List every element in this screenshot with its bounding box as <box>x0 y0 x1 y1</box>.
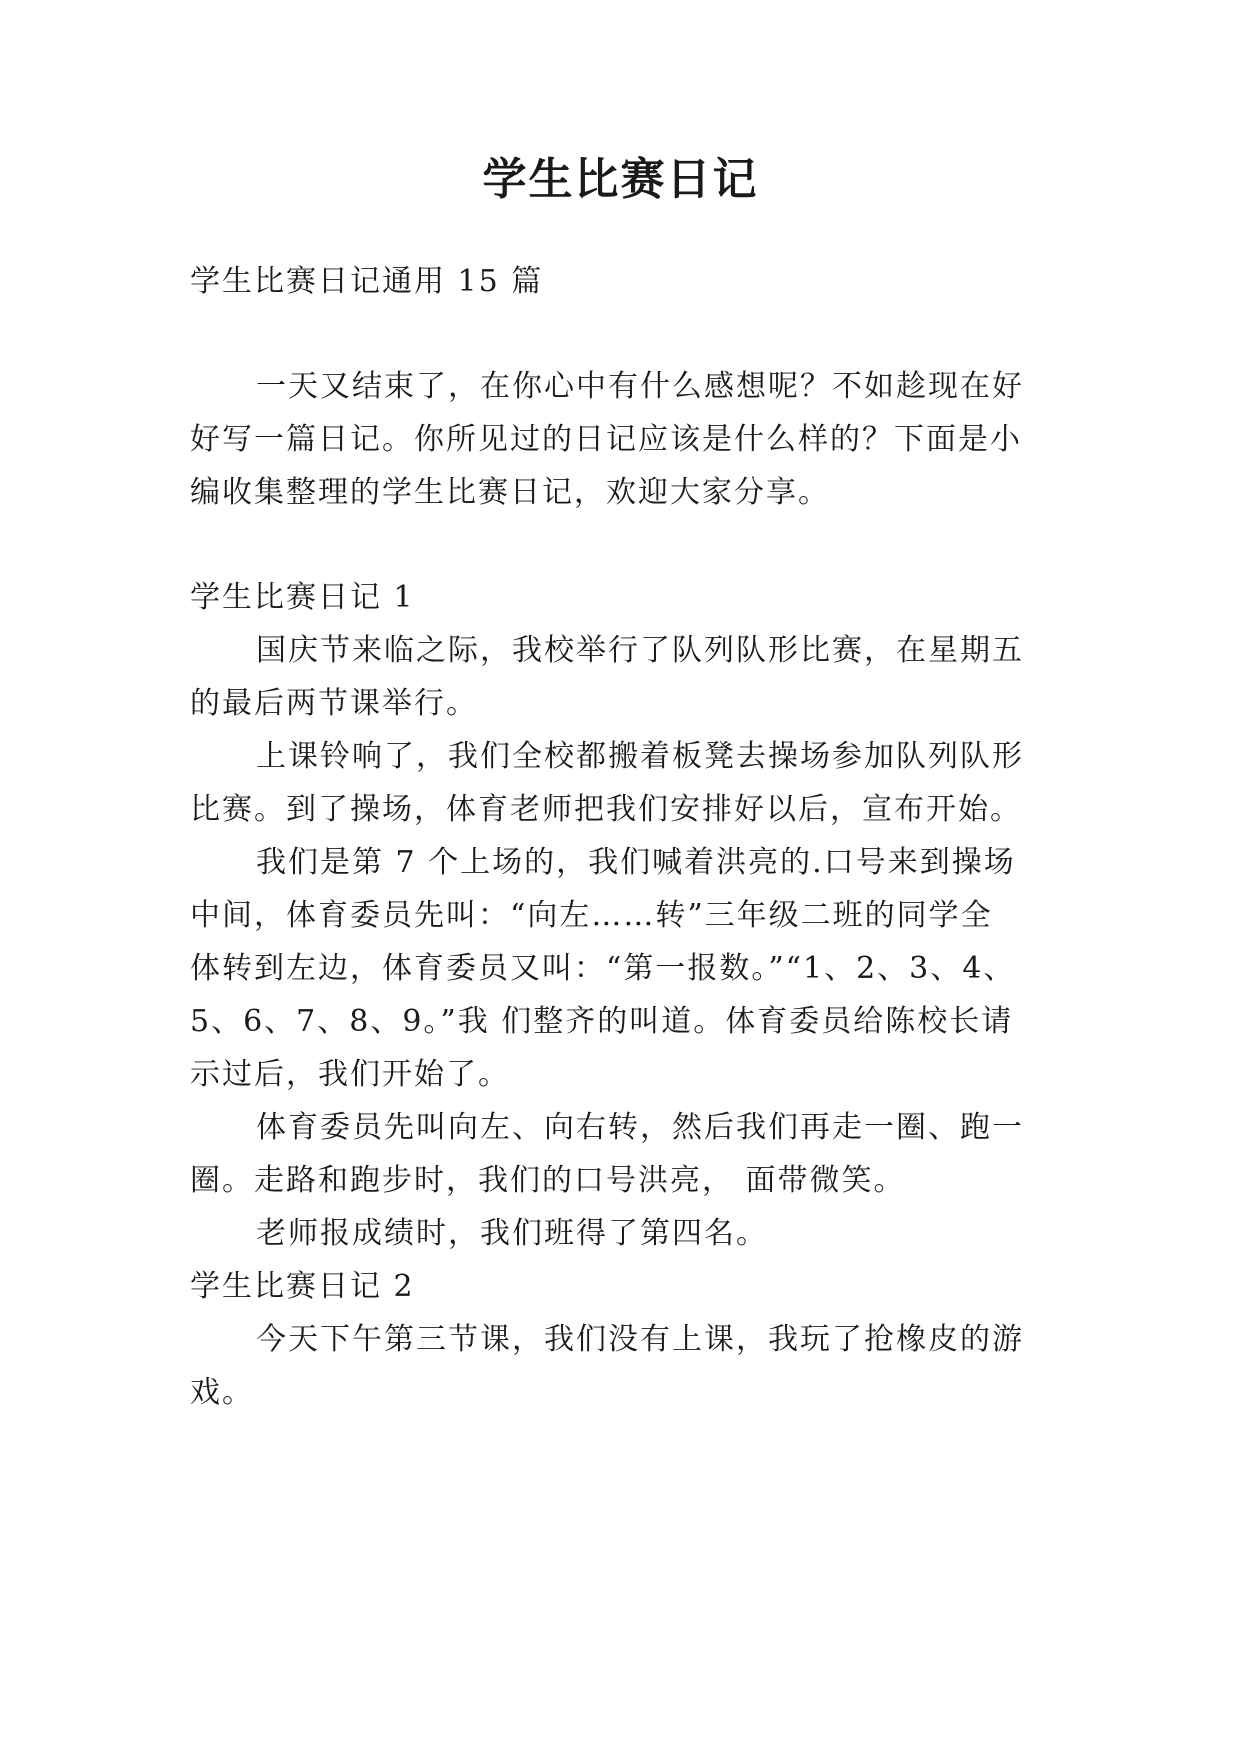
paragraph-line: 体育委员先叫向左、向右转，然后我们再走一圈、跑一 <box>256 1110 1024 1145</box>
section-heading-2: 学生比赛日记 2 <box>190 1269 415 1304</box>
paragraph-line: 老师报成绩时，我们班得了第四名。 <box>256 1216 768 1251</box>
paragraph-line: 戏。 <box>190 1375 254 1410</box>
paragraph-line: 中间，体育委员先叫：“向左……转”三年级二班的同学全 <box>190 898 993 933</box>
document-title: 学生比赛日记 <box>482 154 759 205</box>
intro-line-1: 一天又结束了，在你心中有什么感想呢？不如趁现在好 <box>256 369 1024 404</box>
section-heading-1: 学生比赛日记 1 <box>190 580 415 615</box>
paragraph-line: 上课铃响了，我们全校都搬着板凳去操场参加队列队形 <box>256 739 1024 774</box>
intro-line-3: 编收集整理的学生比赛日记，欢迎大家分享。 <box>190 475 830 510</box>
paragraph-line: 的最后两节课举行。 <box>190 686 478 721</box>
paragraph-line: 我们是第 7 个上场的，我们喊着洪亮的.口号来到操场 <box>256 845 1016 880</box>
document-subtitle: 学生比赛日记通用 15 篇 <box>190 264 544 299</box>
paragraph-line: 体转到左边，体育委员又叫：“第一报数。”“1、2、3、4、 <box>190 951 1016 986</box>
paragraph-line: 国庆节来临之际，我校举行了队列队形比赛，在星期五 <box>256 633 1024 668</box>
paragraph-line: 比赛。到了操场，体育老师把我们安排好以后，宣布开始。 <box>190 792 1022 827</box>
paragraph-line: 圈。走路和跑步时，我们的口号洪亮， 面带微笑。 <box>190 1163 906 1198</box>
paragraph-line: 示过后，我们开始了。 <box>190 1057 510 1092</box>
paragraph-line: 5、6、7、8、9。”我 们整齐的叫道。体育委员给陈校长请 <box>190 1004 1014 1039</box>
paragraph-line: 今天下午第三节课，我们没有上课，我玩了抢橡皮的游 <box>256 1322 1024 1357</box>
intro-line-2: 好写一篇日记。你所见过的日记应该是什么样的？下面是小 <box>190 422 1022 457</box>
